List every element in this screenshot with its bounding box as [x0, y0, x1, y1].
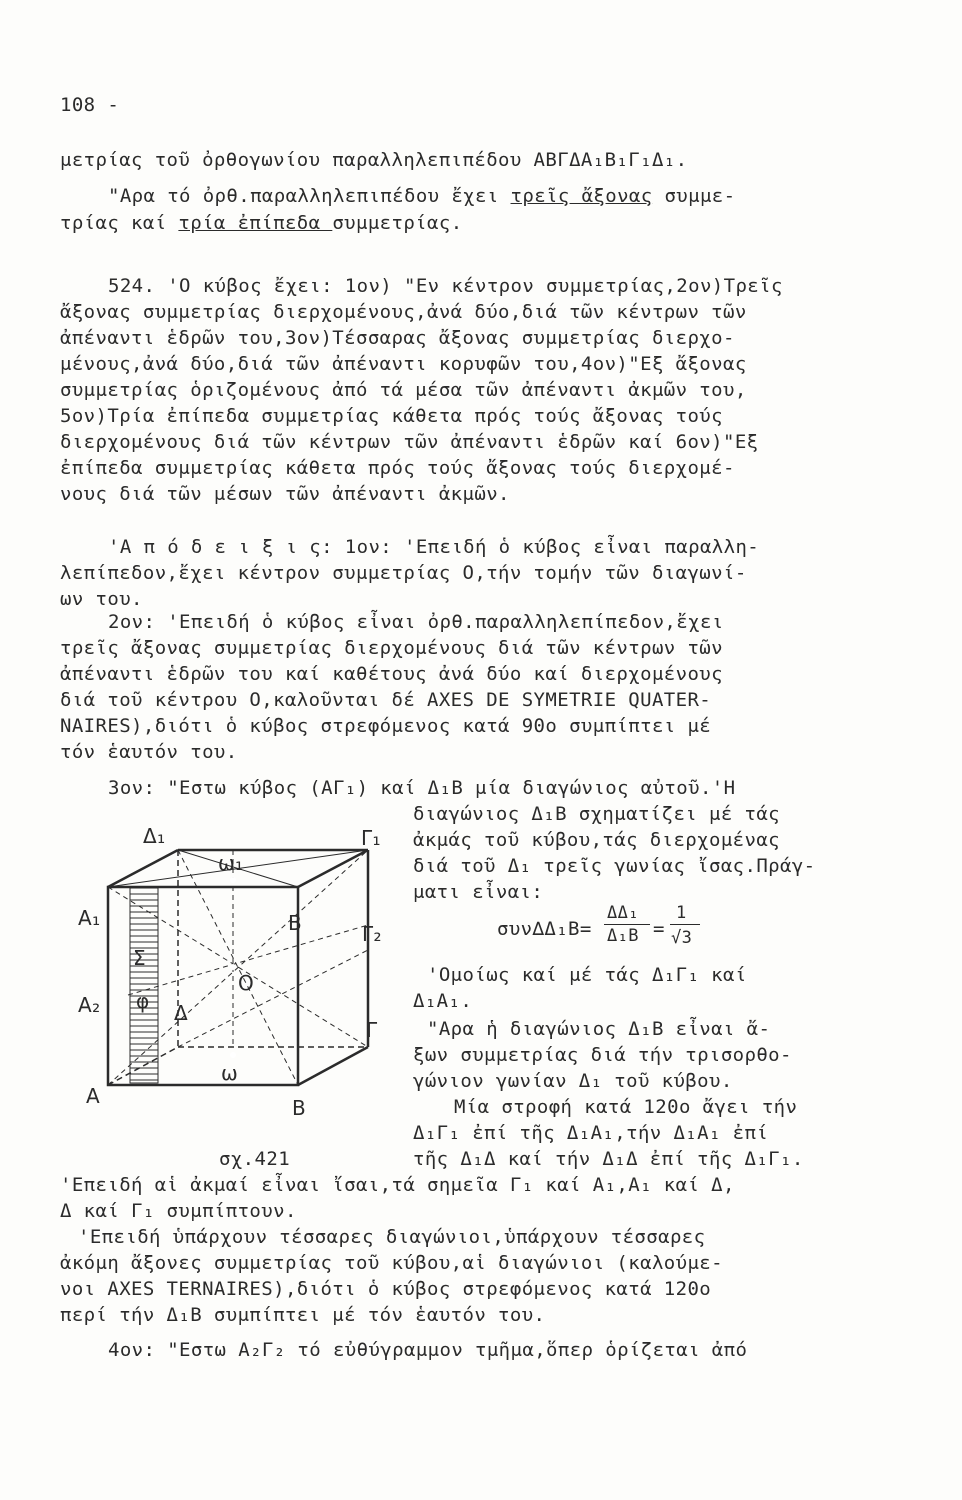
- text-line: περί τήν Δ₁Β συμπίπτει μέ τόν ἑαυτόν του.: [60, 1304, 546, 1326]
- text-line: 524. 'Ο κύβος ἔχει: 1ον) "Εν κέντρον συμμετρίας,2ον)Τρεῖς: [108, 275, 783, 297]
- text-line: Δ καί Γ₁ συμπίπτουν.: [60, 1200, 297, 1222]
- text-line: διερχομένους διά τῶν κέντρων τῶν ἀπέναντι ἑδρῶν καί 6ον)"Εξ: [60, 431, 759, 453]
- text-line: τῆς Δ₁Δ καί τήν Δ₁Δ ἐπί τῆς Δ₁Γ₁.: [413, 1148, 804, 1170]
- label-d1: Δ₁: [143, 825, 166, 848]
- underlined-phrase: τρία ἐπίπεδα: [178, 212, 333, 234]
- formula-equals: =: [653, 918, 665, 940]
- label-phi: φ: [136, 989, 150, 1013]
- text-line: διαγώνιος Δ₁Β σχηματίζει μέ τάς: [413, 803, 781, 825]
- text-line: λεπίπεδον,ἔχει κέντρον συμμετρίας Ο,τήν τομήν τῶν διαγωνί-: [60, 562, 747, 584]
- text-line: ἀκμάς τοῦ κύβου,τάς διερχομένας: [413, 829, 781, 851]
- text-line: "Αρα ἡ διαγώνιος Δ₁Β εἶναι ἄ-: [427, 1018, 771, 1040]
- text-line: τρίας καί τρία ἐπίπεδα συμμετρίας.: [60, 212, 463, 234]
- fraction-bar: [670, 924, 700, 925]
- label-d: Δ: [174, 1001, 189, 1025]
- label-sigma: Σ: [133, 946, 147, 970]
- text-line: Δ₁Α₁.: [413, 990, 473, 1012]
- text-line: ἀκόμη ἄξονες συμμετρίας τοῦ κύβου,αἱ διαγώνιοι (καλούμε-: [60, 1252, 723, 1274]
- text-line: ἄξονας συμμετρίας διερχομένους,ἀνά δύο,διά τῶν κέντρων τῶν: [60, 301, 747, 323]
- label-g: Γ: [366, 1018, 378, 1042]
- text-line: 'Επειδή ὑπάρχουν τέσσαρες διαγώνιοι,ὑπάρχουν τέσσαρες: [78, 1226, 706, 1248]
- edge: [298, 850, 368, 887]
- point-o: [230, 964, 236, 970]
- text-line: διά τοῦ Δ₁ τρεῖς γωνίας ἴσας.Πράγ-: [413, 855, 816, 877]
- text-line: 5ον)Τρία ἐπίπεδα συμμετρίας κάθετα πρός τούς ἄξονας τούς: [60, 405, 723, 427]
- label-w: ω: [221, 1061, 239, 1085]
- hatched-plane: [130, 887, 158, 1083]
- formula-numerator: ΔΔ₁: [607, 903, 639, 923]
- figure-caption: σχ.421: [219, 1148, 291, 1170]
- text-line: 2ον: 'Επειδή ὁ κύβος εἶναι ὀρθ.παραλληλεπίπεδον,ἔχει: [108, 611, 724, 633]
- label-b-bot: Β: [292, 1096, 307, 1120]
- text-line: 'Ομοίως καί μέ τάς Δ₁Γ₁ καί: [427, 964, 747, 986]
- text-line: ἐπίπεδα συμμετρίας κάθετα πρός τούς ἄξονας τούς διερχομέ-: [60, 457, 735, 479]
- label-g2: Γ₂: [362, 922, 382, 946]
- formula-denominator: Δ₁Β: [607, 926, 639, 946]
- text-line: Δ₁Γ₁ ἐπί τῆς Δ₁Α₁,τήν Δ₁Α₁ ἐπί: [413, 1122, 769, 1144]
- text-line: νους διά τῶν μέσων τῶν ἀπέναντι ἀκμῶν.: [60, 483, 510, 505]
- edge: [108, 850, 178, 887]
- text-line: διά τοῦ κέντρου Ο,καλοῦνται δέ AXES DE SYMETRIE QUATER-: [60, 689, 712, 711]
- text-line: νοι AXES TERNAIRES),διότι ὁ κύβος στρεφόμενος κατά 120ο: [60, 1278, 712, 1300]
- text-line: ων του.: [60, 588, 143, 610]
- text-line: ματι εἶναι:: [413, 881, 544, 903]
- label-g1: Γ₁: [361, 826, 381, 850]
- label-o: Ο: [238, 971, 255, 995]
- edge: [298, 1047, 368, 1085]
- text-line: Μία στροφή κατά 120ο ἄγει τήν: [454, 1096, 798, 1118]
- formula-denominator: √3: [671, 928, 693, 948]
- text-line: μένους,ἀνά δύο,διά τῶν ἀπέναντι κορυφῶν του,4ον)"Εξ ἄξονας: [60, 353, 747, 375]
- text-line: ἀπέναντι ἑδρῶν του,3ον)Τέσσαρας ἄξονας συμμετρίας διερχο-: [60, 327, 735, 349]
- label-b-top: Β: [288, 911, 303, 935]
- text-line: ἀπέναντι ἑδρῶν του καί καθέτους ἀνά δύο καί διερχομένους: [60, 663, 723, 685]
- label-a2: Α₂: [78, 993, 101, 1017]
- cube-figure: [78, 825, 398, 1125]
- text-line: 'Επειδή αἱ ἀκμαί εἶναι ἴσαι,τά σημεῖα Γ₁ καί Α₁,Α₁ καί Δ,: [60, 1174, 735, 1196]
- text-line: 4ον: "Εστω Α₂Γ₂ τό εὐθύγραμμον τμῆμα,ὅπερ ὁρίζεται ἀπό: [108, 1339, 748, 1361]
- text-line: 'Α π ό δ ε ι ξ ι ς: 1ον: 'Επειδή ὁ κύβος εἶναι παραλλη-: [108, 536, 760, 558]
- formula-numerator: 1: [676, 903, 687, 923]
- text-line: γώνιον γωνίαν Δ₁ τοῦ κύβου.: [413, 1070, 733, 1092]
- text-line: τόν ἑαυτόν του.: [60, 741, 238, 763]
- text-line: 3ον: "Εστω κύβος (ΑΓ₁) καί Δ₁Β μία διαγώνιος αὐτοῦ.'Η: [108, 777, 736, 799]
- label-a: Α: [86, 1084, 101, 1108]
- label-w1: ω₁: [218, 851, 244, 875]
- point-w1: [230, 877, 236, 883]
- diagonal-line: [178, 950, 368, 1047]
- text-line: τρεῖς ἄξονας συμμετρίας διερχομένους διά τῶν κέντρων τῶν: [60, 637, 723, 659]
- underlined-phrase: τρεῖς ἄξονας: [510, 185, 653, 207]
- formula-lhs: συν∆Δ₁Β=: [497, 918, 592, 940]
- text-line: μετρίας τοῦ ὀρθογωνίου παραλληλεπιπέδου ΑΒΓΔΑ₁Β₁Γ₁Δ₁.: [60, 149, 688, 171]
- text-line: συμμετρίας ὁριζομένους ἀπό τά μέσα τῶν ἀπέναντι ἀκμῶν του,: [60, 379, 747, 401]
- label-a1: Α₁: [78, 906, 101, 930]
- text-line: "Αρα τό ὀρθ.παραλληλεπιπέδου ἔχει τρεῖς ἄξονας συμμε-: [108, 185, 736, 207]
- page-number: 108 -: [60, 94, 120, 116]
- text-line: ξων συμμετρίας διά τήν τρισορθο-: [413, 1044, 792, 1066]
- fraction-bar: [604, 924, 650, 925]
- text-line: NAIRES),διότι ὁ κύβος στρεφόμενος κατά 90ο συμπίπτει μέ: [60, 715, 712, 737]
- point-w: [230, 1052, 236, 1058]
